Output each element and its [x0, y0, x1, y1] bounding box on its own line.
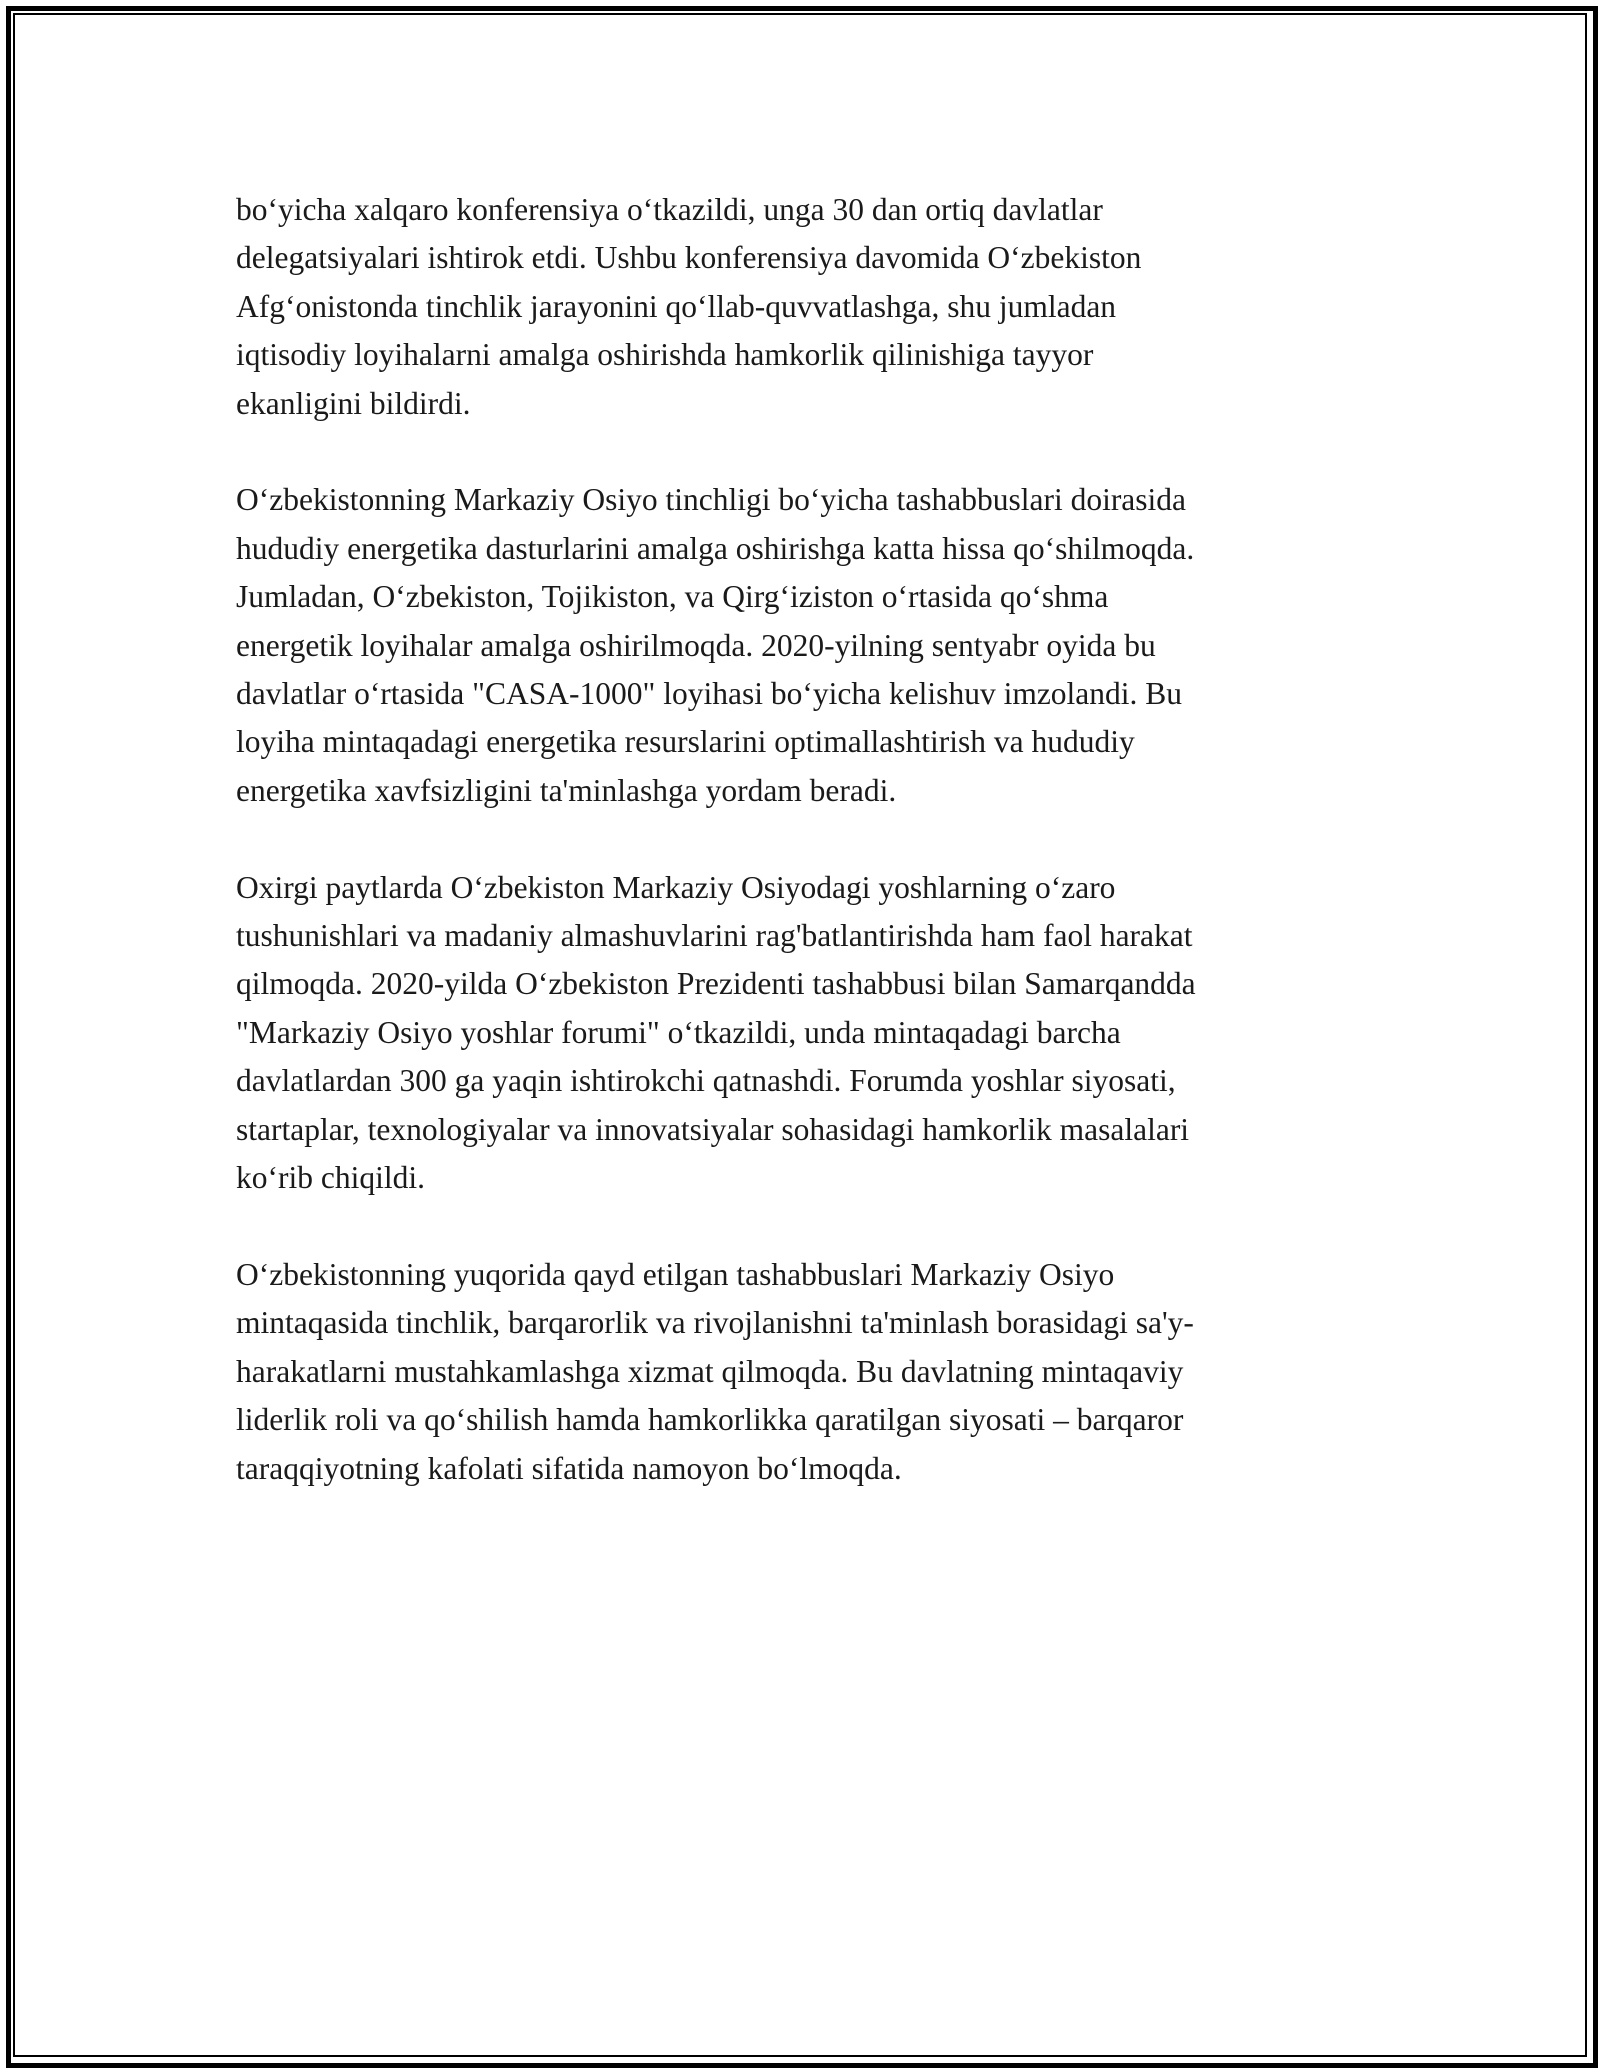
paragraph-3	[236, 864, 1366, 1203]
text-line: energetik loyihalar amalga oshirilmoqda. 2020-yilning sentyabr oyida bu	[236, 627, 1156, 663]
text-line: ko‘rib chiqildi.	[236, 1160, 425, 1196]
text-line: energetika xavfsizligini ta'minlashga yordam beradi.	[236, 772, 897, 808]
paragraph-4	[236, 1251, 1366, 1493]
text-line: taraqqiyotning kafolati sifatida namoyon bo‘lmoqda.	[236, 1450, 902, 1486]
text-line: bo‘yicha xalqaro konferensiya o‘tkazildi, unga 30 dan ortiq davlatlar	[236, 192, 1103, 227]
text-line: qilmoqda. 2020-yilda O‘zbekiston Prezidenti tashabbusi bilan Samarqandda	[236, 966, 1196, 1002]
text-line: iqtisodiy loyihalarni amalga oshirishda hamkorlik qilinishiga tayyor	[236, 337, 1094, 373]
text-line: ekanligini bildirdi.	[236, 385, 471, 421]
text-line: davlatlardan 300 ga yaqin ishtirokchi qatnashdi. Forumda yoshlar siyosati,	[236, 1063, 1176, 1099]
text-line: O‘zbekistonning Markaziy Osiyo tinchligi bo‘yicha tashabbuslari doirasida	[236, 482, 1187, 518]
text-line: Afg‘onistonda tinchlik jarayonini qo‘llab-quvvatlashga, shu jumladan	[236, 288, 1117, 324]
text-line: delegatsiyalari ishtirok etdi. Ushbu konferensiya davomida O‘zbekiston	[236, 240, 1142, 276]
text-line: Oxirgi paytlarda O‘zbekiston Markaziy Osiyodagi yoshlarning o‘zaro	[236, 869, 1116, 905]
text-line: mintaqasida tinchlik, barqarorlik va rivojlanishni ta'minlash borasidagi sa'y-	[236, 1305, 1194, 1341]
text-line: tushunishlari va madaniy almashuvlarini rag'batlantirishda ham faol harakat	[236, 918, 1193, 954]
document-body	[236, 186, 1366, 1541]
text-line: hududiy energetika dasturlarini amalga oshirishga katta hissa qo‘shilmoqda.	[236, 530, 1195, 566]
text-line: loyiha mintaqadagi energetika resurslarini optimallashtirish va hududiy	[236, 724, 1135, 760]
text-line: O‘zbekistonning yuqorida qayd etilgan tashabbuslari Markaziy Osiyo	[236, 1256, 1115, 1292]
text-line: harakatlarni mustahkamlashga xizmat qilmoqda. Bu davlatning mintaqaviy	[236, 1353, 1184, 1389]
text-line: liderlik roli va qo‘shilish hamda hamkorlikka qaratilgan siyosati – barqaror	[236, 1402, 1184, 1438]
paragraph-1	[236, 186, 1366, 428]
text-line: startaplar, texnologiyalar va innovatsiyalar sohasidagi hamkorlik masalalari	[236, 1111, 1190, 1147]
text-line: "Markaziy Osiyo yoshlar forumi" o‘tkazildi, unda mintaqadagi barcha	[236, 1014, 1121, 1050]
text-line: Jumladan, O‘zbekiston, Tojikiston, va Qirg‘iziston o‘rtasida qo‘shma	[236, 579, 1109, 615]
text-line: davlatlar o‘rtasida "CASA-1000" loyihasi bo‘yicha kelishuv imzolandi. Bu	[236, 676, 1183, 712]
paragraph-2	[236, 476, 1366, 815]
